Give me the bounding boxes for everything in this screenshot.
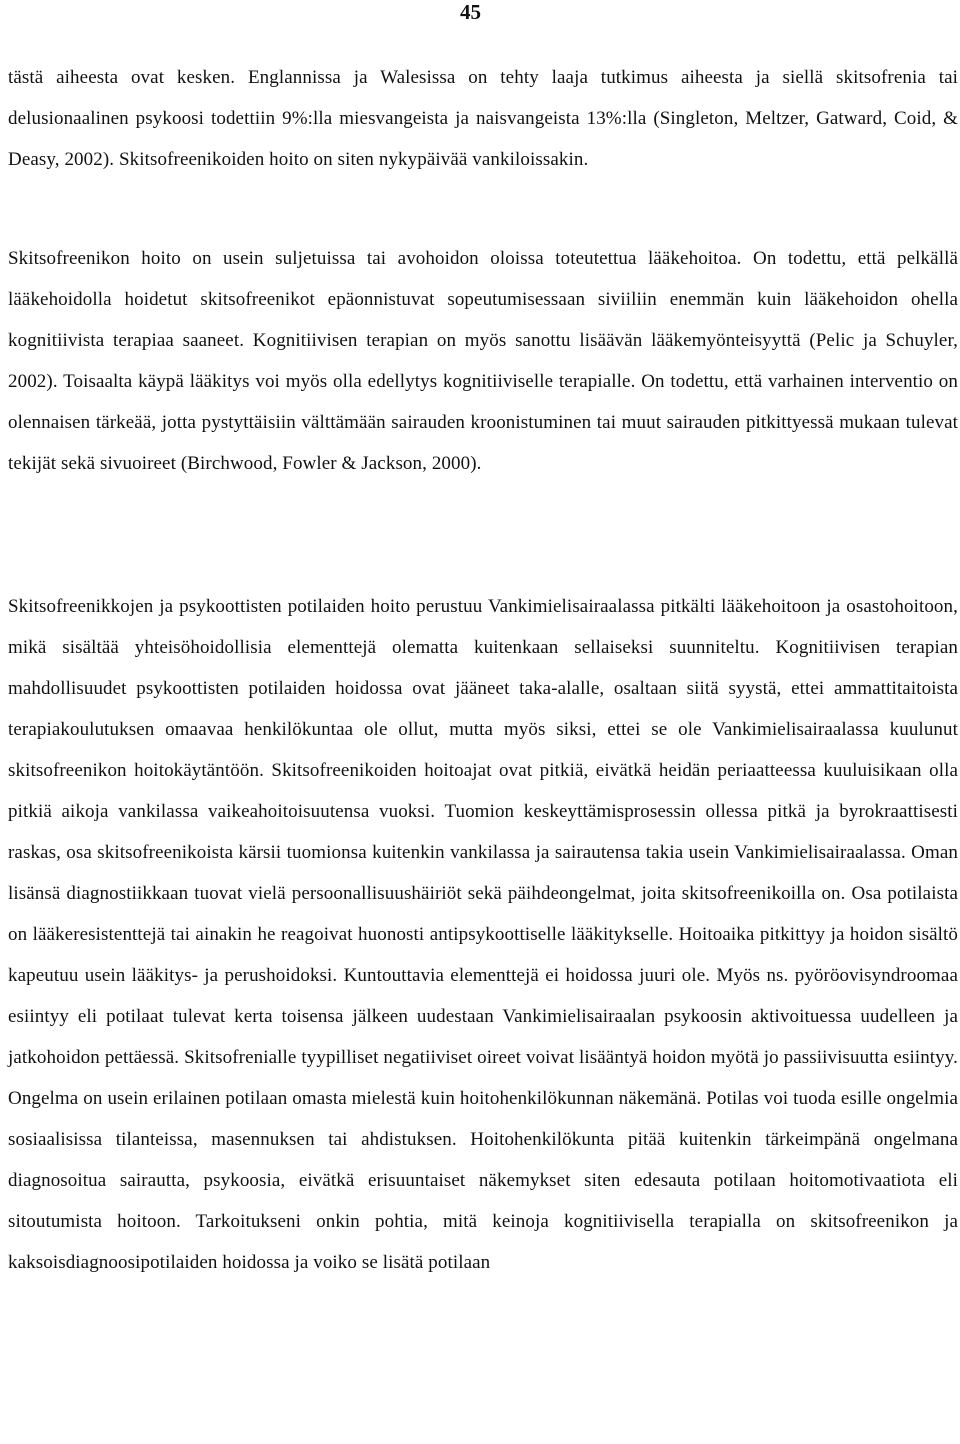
paragraph-3: Skitsofreenikkojen ja psykoottisten potilaiden hoito perustuu Vankimielisairaalassa pitkälti lääkehoitoon ja osastohoitoon, mikä sisältää yhteisöhoidollisia elementtejä olematta kuitenkaan sellaiseksi suunniteltu. Kognitiivisen terapian mahdollisuudet psykoottisten potilaiden hoidossa ovat jääneet taka-alalle, osaltaan siitä syystä, ettei ammattitaitoista terapiakoulutuksen omaavaa henkilökuntaa ole ollut, mutta myös siksi, ettei se ole Vankimielisairaalassa kuulunut skitsofreenikon hoitokäytäntöön. Skitsofreenikoiden hoitoajat ovat pitkiä, eivätkä heidän periaatteessa kuuluisikaan olla pitkiä aikoja vankilassa vaikeahoitoisuutensa vuoksi. Tuomion keskeyttämisprosessin ollessa pitkä ja byrokraattisesti raskas, osa skitsofreenikoista kärsii tuomionsa kuitenkin vankilassa ja sairautensa takia usein Vankimielisairaalassa. Oman lisänsä diagnostiikkaan tuovat vielä persoonallisuushäiriöt sekä päihdeongelmat, joita skitsofreenikoilla on. Osa potilaista on lääkeresistenttejä tai ainakin he reagoivat huonosti antipsykoottiselle lääkitykselle. Hoitoaika pitkittyy ja hoidon sisältö kapeutuu usein lääkitys- ja perushoidoksi. Kuntouttavia elementtejä ei hoidossa juuri ole. Myös ns. pyöröovisyndroomaa esiintyy eli potilaat tulevat kerta toisensa jälkeen uudestaan Vankimielisairaalan psykoosin aktivoituessa uudelleen ja jatkohoidon pettäessä. Skitsofrenialle tyypilliset negatiiviset oireet voivat lisääntyä hoidon myötä jo passiivisuutta esiintyy. Ongelma on usein erilainen potilaan omasta mielestä kuin hoitohenkilökunnan näkemänä. Potilas voi tuoda esille ongelmia sosiaalisissa tilanteissa, masennuksen tai ahdistuksen. Hoitohenkilökunta pitää kuitenkin tärkeimpänä ongelmana diagnosoitua sairautta, psykoosia, eivätkä erisuuntaiset näkemykset siten edesauta potilaan hoitomotivaatiota eli sitoutumista hoitoon. Tarkoitukseni onkin pohtia, mitä keinoja kognitiivisella terapialla on skitsofreenikon ja kaksoisdiagnoosipotilaiden hoidossa ja voiko se lisätä potilaan: [8, 596, 958, 1273]
page-number: 45: [460, 0, 481, 24]
paragraph-2: Skitsofreenikon hoito on usein suljetuissa tai avohoidon oloissa toteutettua lääkehoitoa. On todettu, että pelkällä lääkehoidolla hoidetut skitsofreenikot epäonnistuvat sopeutumisessaan siviiliin enemmän kuin lääkehoidon ohella kognitiivista terapiaa saaneet. Kognitiivisen terapian on myös sanottu lisäävän lääkemyönteisyyttä (Pelic ja Schuyler, 2002). Toisaalta käypä lääkitys voi myös olla edellytys kognitiiviselle terapialle. On todettu, että varhainen interventio on olennaisen tärkeää, jotta pystyttäisiin välttämään sairauden kroonistuminen tai muut sairauden pitkittyessä mukaan tulevat tekijät sekä sivuoireet (Birchwood, Fowler & Jackson, 2000).: [8, 248, 958, 474]
paragraph-1: tästä aiheesta ovat kesken. Englannissa ja Walesissa on tehty laaja tutkimus aiheesta ja siellä skitsofrenia tai delusionaalinen psykoosi todettiin 9%:lla miesvangeista ja naisvangeista 13%:lla (Singleton, Meltzer, Gatward, Coid, & Deasy, 2002). Skitsofreenikoiden hoito on siten nykypäivää vankiloissakin.: [8, 67, 958, 170]
